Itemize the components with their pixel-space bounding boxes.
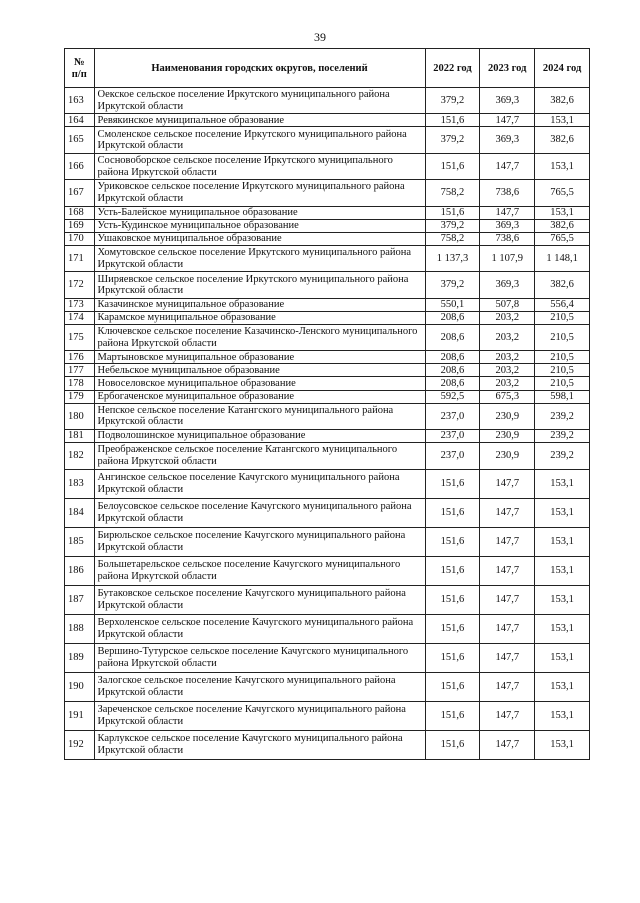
value-2024: 153,1: [535, 498, 590, 527]
table-row: [65, 127, 590, 153]
table-row: [65, 730, 590, 759]
value-2023: 369,3: [480, 272, 535, 298]
value-2024: 556,4: [535, 298, 590, 311]
table-row: [65, 614, 590, 643]
row-number: 176: [65, 351, 95, 364]
row-name: Залогское сельское поселение Качугского муниципального района Иркутской области: [94, 672, 425, 701]
table-row: [65, 701, 590, 730]
row-name: Уриковское сельское поселение Иркутского муниципального района Иркутской области: [94, 180, 425, 206]
row-number: 184: [65, 498, 95, 527]
value-2024: 153,1: [535, 614, 590, 643]
value-2023: 203,2: [480, 311, 535, 324]
budget-table: [64, 48, 590, 760]
value-2023: 147,7: [480, 730, 535, 759]
table-row: [65, 430, 590, 443]
row-name: Верхоленское сельское поселение Качугского муниципального района Иркутской области: [94, 614, 425, 643]
row-number: 166: [65, 153, 95, 179]
value-2024: 598,1: [535, 390, 590, 403]
page-number: 39: [314, 30, 326, 44]
table-row: [65, 556, 590, 585]
value-2022: 151,6: [425, 469, 480, 498]
table-body: [65, 88, 590, 760]
value-2024: 153,1: [535, 730, 590, 759]
value-2023: 147,7: [480, 114, 535, 127]
value-2022: 379,2: [425, 272, 480, 298]
value-2023: 369,3: [480, 127, 535, 153]
table-row: [65, 206, 590, 219]
row-number: 186: [65, 556, 95, 585]
table-row: [65, 311, 590, 324]
row-name: Преображенское сельское поселение Катангского муниципального района Иркутской области: [94, 443, 425, 469]
value-2022: 151,6: [425, 643, 480, 672]
table-row: [65, 88, 590, 114]
value-2024: 239,2: [535, 430, 590, 443]
value-2023: 147,7: [480, 614, 535, 643]
value-2024: 765,5: [535, 180, 590, 206]
table-row: [65, 114, 590, 127]
value-2022: 208,6: [425, 311, 480, 324]
row-name: Небельское муниципальное образование: [94, 364, 425, 377]
row-number: 173: [65, 298, 95, 311]
value-2023: 369,3: [480, 219, 535, 232]
row-name: Смоленское сельское поселение Иркутского муниципального района Иркутской области: [94, 127, 425, 153]
value-2022: 379,2: [425, 219, 480, 232]
row-number: 174: [65, 311, 95, 324]
value-2022: 758,2: [425, 232, 480, 245]
row-name: Ербогаченское муниципальное образование: [94, 390, 425, 403]
row-number: 165: [65, 127, 95, 153]
header-name: Наименования городских округов, поселений: [94, 49, 425, 88]
value-2022: 151,6: [425, 730, 480, 759]
value-2023: 203,2: [480, 351, 535, 364]
value-2023: 230,9: [480, 403, 535, 429]
value-2022: 237,0: [425, 430, 480, 443]
table-row: [65, 324, 590, 350]
value-2022: 151,6: [425, 153, 480, 179]
value-2023: 203,2: [480, 324, 535, 350]
value-2023: 203,2: [480, 364, 535, 377]
row-number: 180: [65, 403, 95, 429]
value-2024: 210,5: [535, 364, 590, 377]
table-row: [65, 585, 590, 614]
value-2022: 151,6: [425, 614, 480, 643]
row-name: Вершино-Тутурское сельское поселение Качугского муниципального района Иркутской области: [94, 643, 425, 672]
table-row: [65, 443, 590, 469]
table-row: [65, 390, 590, 403]
row-number: 167: [65, 180, 95, 206]
row-number: 191: [65, 701, 95, 730]
row-number: 172: [65, 272, 95, 298]
value-2023: 147,7: [480, 556, 535, 585]
row-name: Большетарельское сельское поселение Качугского муниципального района Иркутской области: [94, 556, 425, 585]
value-2023: 738,6: [480, 180, 535, 206]
value-2023: 230,9: [480, 430, 535, 443]
row-name: Мартыновское муниципальное образование: [94, 351, 425, 364]
value-2023: 147,7: [480, 527, 535, 556]
table-row: [65, 298, 590, 311]
row-number: 190: [65, 672, 95, 701]
value-2022: 758,2: [425, 180, 480, 206]
value-2023: 147,7: [480, 469, 535, 498]
value-2024: 153,1: [535, 585, 590, 614]
table-row: [65, 351, 590, 364]
table-row: [65, 153, 590, 179]
row-name: Подволошинское муниципальное образование: [94, 430, 425, 443]
value-2024: 210,5: [535, 324, 590, 350]
table-row: [65, 364, 590, 377]
row-name: Ангинское сельское поселение Качугского муниципального района Иркутской области: [94, 469, 425, 498]
header-number-sign: №: [73, 57, 85, 68]
value-2022: 237,0: [425, 403, 480, 429]
row-name: Ушаковское муниципальное образование: [94, 232, 425, 245]
header-number-abbr: п/п: [71, 69, 87, 80]
value-2024: 1 148,1: [535, 245, 590, 271]
row-name: Оекское сельское поселение Иркутского муниципального района Иркутской области: [94, 88, 425, 114]
table-row: [65, 643, 590, 672]
table-row: [65, 232, 590, 245]
row-number: 163: [65, 88, 95, 114]
value-2023: 738,6: [480, 232, 535, 245]
value-2022: 592,5: [425, 390, 480, 403]
header-number: [65, 49, 95, 88]
table-row: [65, 272, 590, 298]
row-number: 177: [65, 364, 95, 377]
row-name: Бирюльское сельское поселение Качугского муниципального района Иркутской области: [94, 527, 425, 556]
value-2022: 1 137,3: [425, 245, 480, 271]
value-2024: 153,1: [535, 527, 590, 556]
row-number: 192: [65, 730, 95, 759]
value-2022: 151,6: [425, 585, 480, 614]
table-row: [65, 527, 590, 556]
row-name: Бутаковское сельское поселение Качугского муниципального района Иркутской области: [94, 585, 425, 614]
row-number: 182: [65, 443, 95, 469]
table-row: [65, 498, 590, 527]
row-name: Новоселовское муниципальное образование: [94, 377, 425, 390]
table-row: [65, 219, 590, 232]
value-2024: 210,5: [535, 377, 590, 390]
row-name: Казачинское муниципальное образование: [94, 298, 425, 311]
value-2024: 210,5: [535, 311, 590, 324]
row-number: 175: [65, 324, 95, 350]
row-number: 170: [65, 232, 95, 245]
value-2022: 151,6: [425, 527, 480, 556]
value-2024: 382,6: [535, 88, 590, 114]
value-2023: 1 107,9: [480, 245, 535, 271]
value-2023: 230,9: [480, 443, 535, 469]
value-2022: 151,6: [425, 498, 480, 527]
header-2024: 2024 год: [535, 49, 590, 88]
value-2023: 369,3: [480, 88, 535, 114]
value-2022: 208,6: [425, 364, 480, 377]
value-2023: 147,7: [480, 701, 535, 730]
value-2024: 382,6: [535, 272, 590, 298]
value-2022: 208,6: [425, 351, 480, 364]
value-2024: 153,1: [535, 672, 590, 701]
value-2022: 151,6: [425, 701, 480, 730]
value-2022: 151,6: [425, 672, 480, 701]
value-2024: 765,5: [535, 232, 590, 245]
row-number: 189: [65, 643, 95, 672]
value-2023: 147,7: [480, 498, 535, 527]
row-name: Хомутовское сельское поселение Иркутского муниципального района Иркутской области: [94, 245, 425, 271]
row-name: Усть-Кудинское муниципальное образование: [94, 219, 425, 232]
row-name: Ревякинское муниципальное образование: [94, 114, 425, 127]
row-number: 188: [65, 614, 95, 643]
value-2024: 382,6: [535, 219, 590, 232]
value-2023: 147,7: [480, 153, 535, 179]
table-row: [65, 672, 590, 701]
value-2024: 153,1: [535, 153, 590, 179]
value-2022: 151,6: [425, 206, 480, 219]
row-name: Непское сельское поселение Катангского муниципального района Иркутской области: [94, 403, 425, 429]
value-2022: 237,0: [425, 443, 480, 469]
row-name: Зареченское сельское поселение Качугского муниципального района Иркутской области: [94, 701, 425, 730]
row-name: Ширяевское сельское поселение Иркутского муниципального района Иркутской области: [94, 272, 425, 298]
value-2022: 208,6: [425, 377, 480, 390]
row-number: 183: [65, 469, 95, 498]
row-name: Усть-Балейское муниципальное образование: [94, 206, 425, 219]
row-name: Карлукское сельское поселение Качугского муниципального района Иркутской области: [94, 730, 425, 759]
row-number: 181: [65, 430, 95, 443]
table-row: [65, 377, 590, 390]
value-2022: 151,6: [425, 556, 480, 585]
header-2023: 2023 год: [480, 49, 535, 88]
row-name: Карамское муниципальное образование: [94, 311, 425, 324]
value-2022: 379,2: [425, 127, 480, 153]
value-2024: 153,1: [535, 701, 590, 730]
row-number: 178: [65, 377, 95, 390]
value-2024: 239,2: [535, 403, 590, 429]
value-2024: 153,1: [535, 114, 590, 127]
value-2023: 147,7: [480, 643, 535, 672]
value-2023: 675,3: [480, 390, 535, 403]
row-number: 164: [65, 114, 95, 127]
value-2023: 203,2: [480, 377, 535, 390]
row-number: 179: [65, 390, 95, 403]
value-2024: 153,1: [535, 469, 590, 498]
value-2022: 379,2: [425, 88, 480, 114]
value-2024: 210,5: [535, 351, 590, 364]
row-number: 171: [65, 245, 95, 271]
table-row: [65, 469, 590, 498]
value-2024: 153,1: [535, 206, 590, 219]
value-2024: 153,1: [535, 643, 590, 672]
table-header-row: [65, 49, 590, 88]
row-name: Белоусовское сельское поселение Качугского муниципального района Иркутской области: [94, 498, 425, 527]
row-number: 187: [65, 585, 95, 614]
value-2023: 147,7: [480, 585, 535, 614]
value-2023: 507,8: [480, 298, 535, 311]
table-row: [65, 180, 590, 206]
row-number: 185: [65, 527, 95, 556]
table-row: [65, 403, 590, 429]
table-row: [65, 245, 590, 271]
value-2023: 147,7: [480, 206, 535, 219]
value-2024: 239,2: [535, 443, 590, 469]
value-2024: 382,6: [535, 127, 590, 153]
value-2022: 550,1: [425, 298, 480, 311]
value-2024: 153,1: [535, 556, 590, 585]
row-number: 168: [65, 206, 95, 219]
value-2022: 208,6: [425, 324, 480, 350]
value-2023: 147,7: [480, 672, 535, 701]
row-number: 169: [65, 219, 95, 232]
value-2022: 151,6: [425, 114, 480, 127]
row-name: Ключевское сельское поселение Казачинско-Ленского муниципального района Иркутской области: [94, 324, 425, 350]
row-name: Сосновоборское сельское поселение Иркутского муниципального района Иркутской области: [94, 153, 425, 179]
header-2022: 2022 год: [425, 49, 480, 88]
